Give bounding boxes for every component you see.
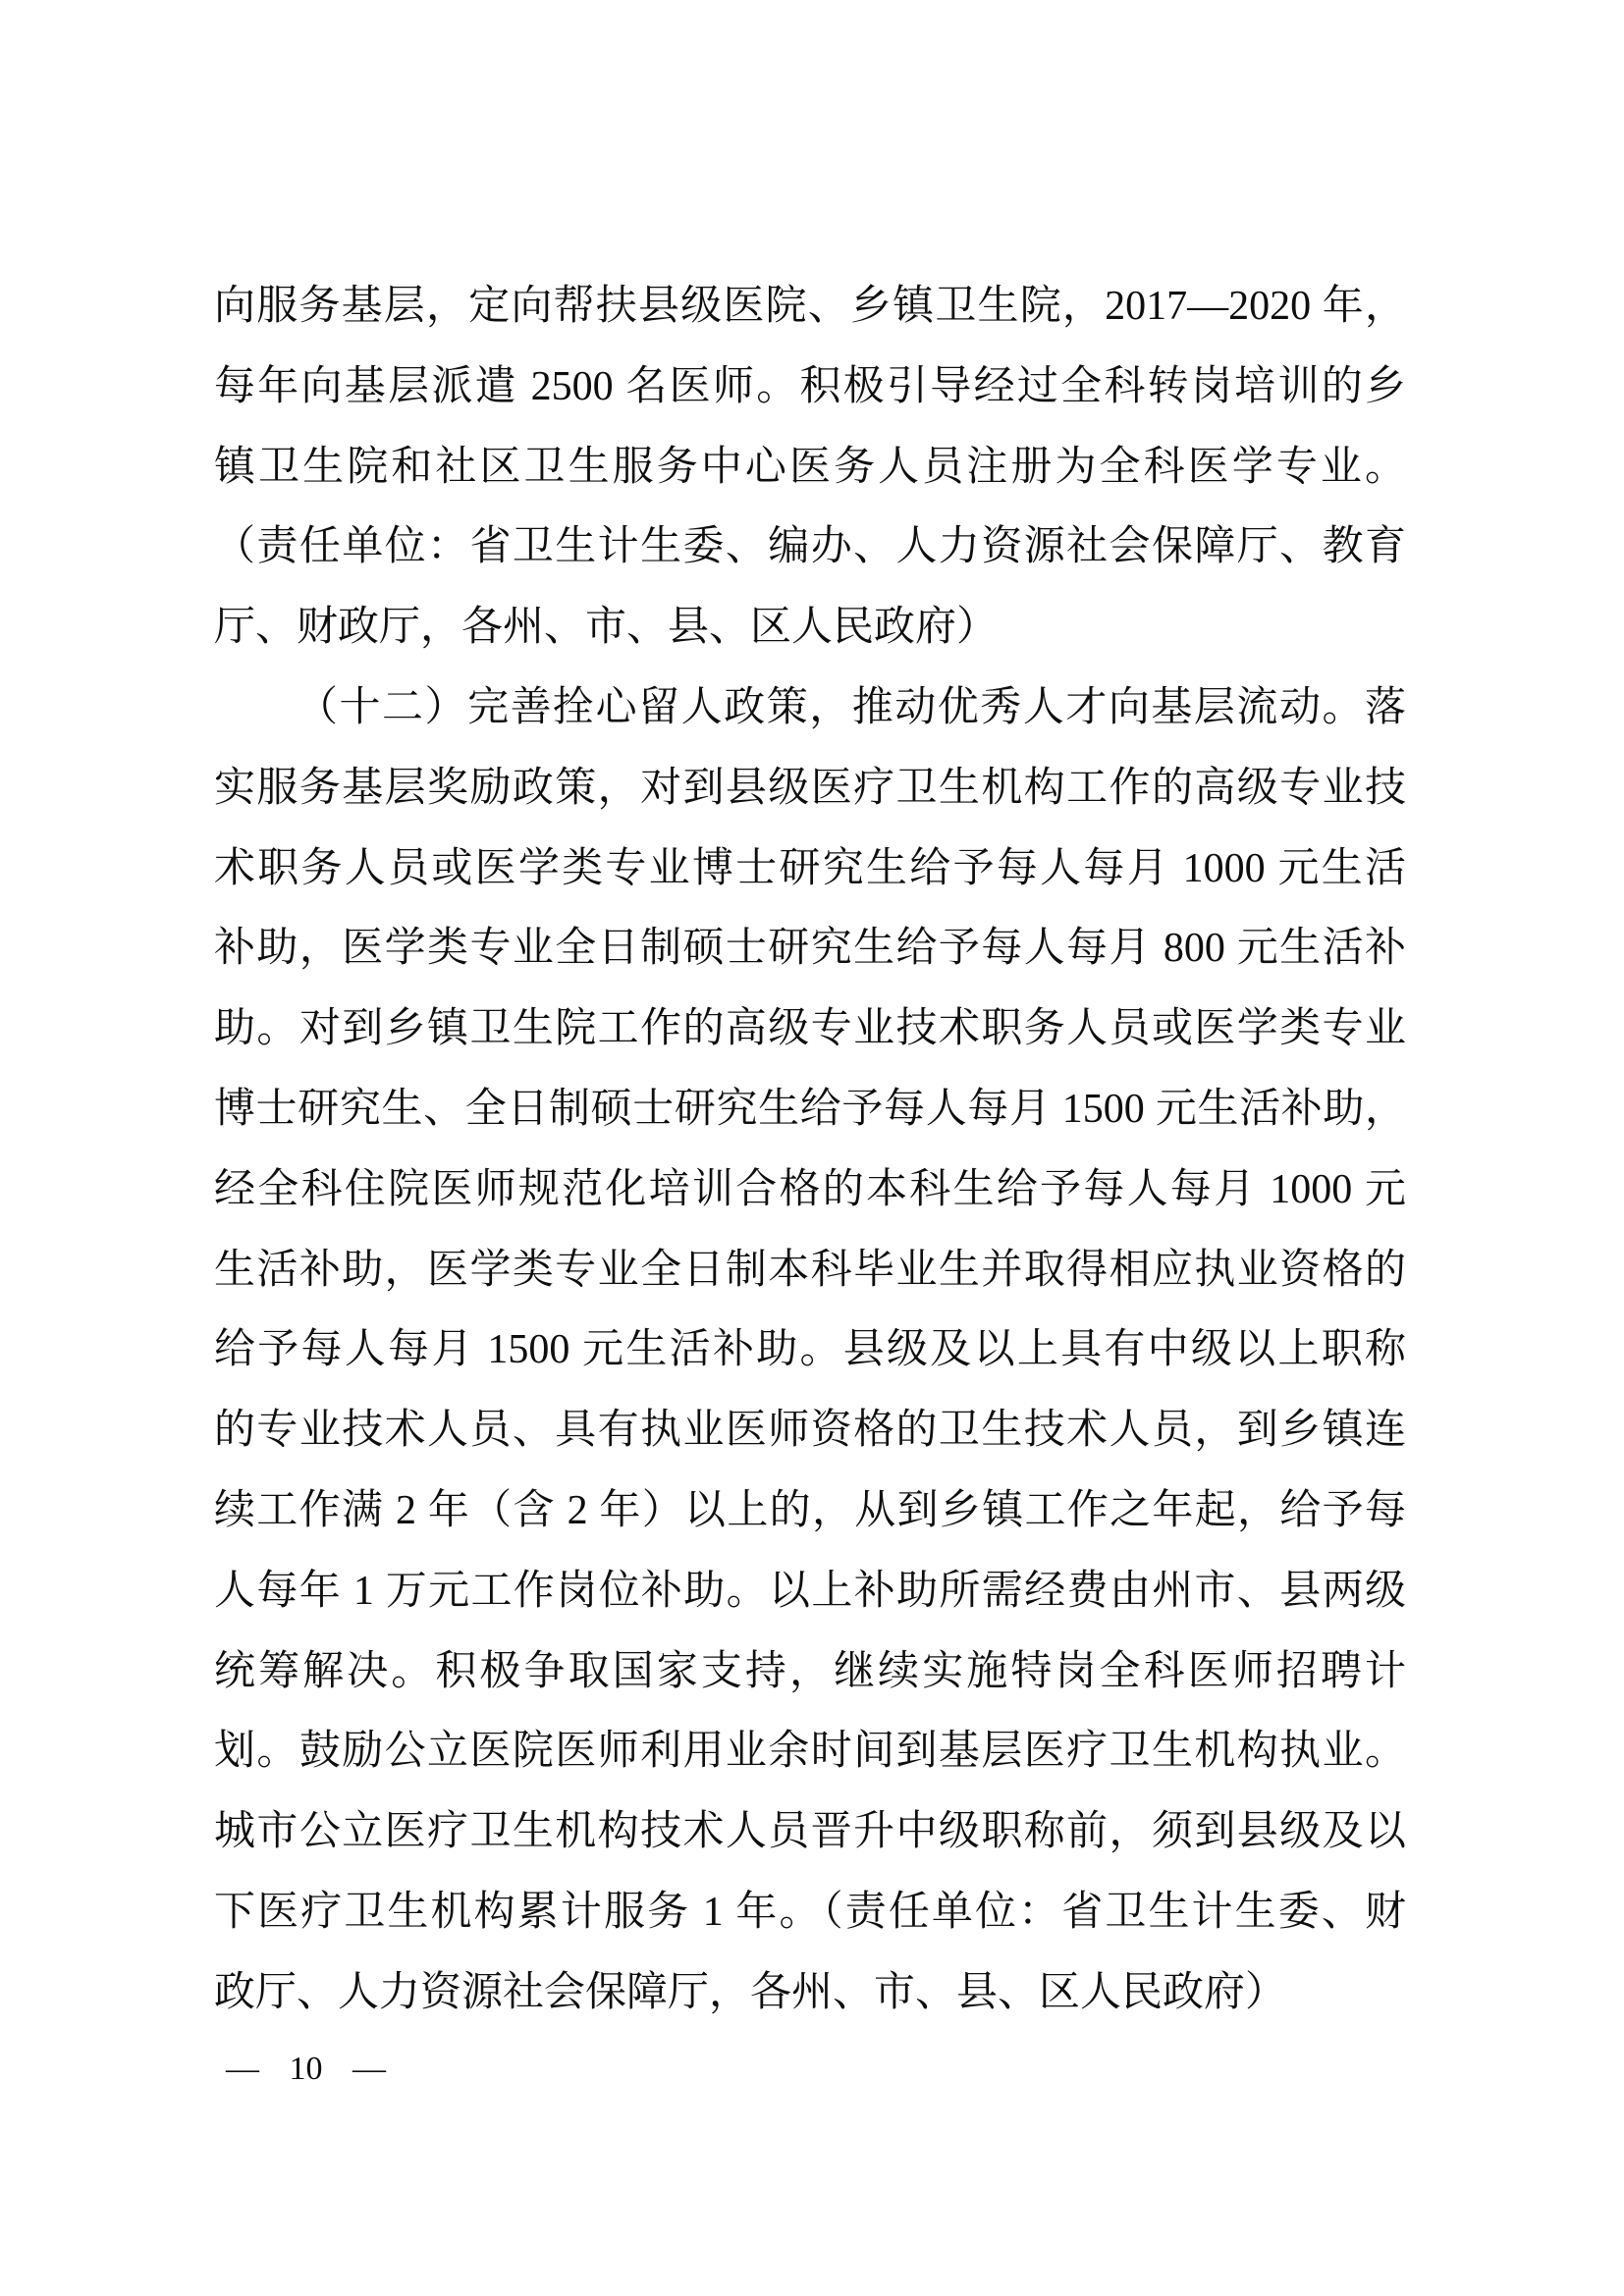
text-line: 经全科住院医师规范化培训合格的本科生给予每人每月 1000 元 [214,1166,1406,1212]
text-line-item-12-heading: （十二）完善拴心留人政策，推动优秀人才向基层流动。落 [297,684,1406,730]
text-line: 向服务基层，定向帮扶县级医院、乡镇卫生院，2017—2020 年， [214,284,1406,329]
page-number: — 10 — [226,2051,386,2087]
text-line: 助。对到乡镇卫生院工作的高级专业技术职务人员或医学类专业 [214,1006,1406,1052]
text-line: 的专业技术人员、具有执业医师资格的卫生技术人员，到乡镇连 [214,1408,1406,1454]
text-line: 给予每人每月 1500 元生活补助。县级及以上具有中级以上职称 [214,1327,1406,1373]
text-line: （责任单位：省卫生计生委、编办、人力资源社会保障厅、教育 [214,524,1406,570]
text-line: 统筹解决。积极争取国家支持，继续实施特岗全科医师招聘计 [214,1648,1406,1694]
text-line: 生活补助，医学类专业全日制本科毕业生并取得相应执业资格的 [214,1247,1406,1293]
text-line: 术职务人员或医学类专业博士研究生给予每人每月 1000 元生活 [214,845,1406,891]
text-line: 实服务基层奖励政策，对到县级医疗卫生机构工作的高级专业技 [214,765,1406,811]
text-line: 博士研究生、全日制硕士研究生给予每人每月 1500 元生活补助， [214,1086,1406,1132]
text-line: 下医疗卫生机构累计服务 1 年。（责任单位：省卫生计生委、财 [214,1889,1406,1935]
text-block [214,267,1406,2034]
text-line: 续工作满 2 年（含 2 年）以上的，从到乡镇工作之年起，给予每 [214,1487,1406,1533]
text-line: 政厅、人力资源社会保障厅，各州、市、县、区人民政府） [214,1969,1287,2015]
text-line: 划。鼓励公立医院医师利用业余时间到基层医疗卫生机构执业。 [214,1729,1406,1775]
text-line: 每年向基层派遣 2500 名医师。积极引导经过全科转岗培训的乡 [214,363,1406,409]
text-line: 人每年 1 万元工作岗位补助。以上补助所需经费由州市、县两级 [214,1568,1406,1614]
text-line: 城市公立医疗卫生机构技术人员晋升中级职称前，须到县级及以 [214,1809,1406,1855]
text-line: 补助，医学类专业全日制硕士研究生给予每人每月 800 元生活补 [214,926,1406,972]
text-line: 厅、财政厅，各州、市、县、区人民政府） [214,605,999,651]
text-line: 镇卫生院和社区卫生服务中心医务人员注册为全科医学专业。 [214,444,1406,490]
